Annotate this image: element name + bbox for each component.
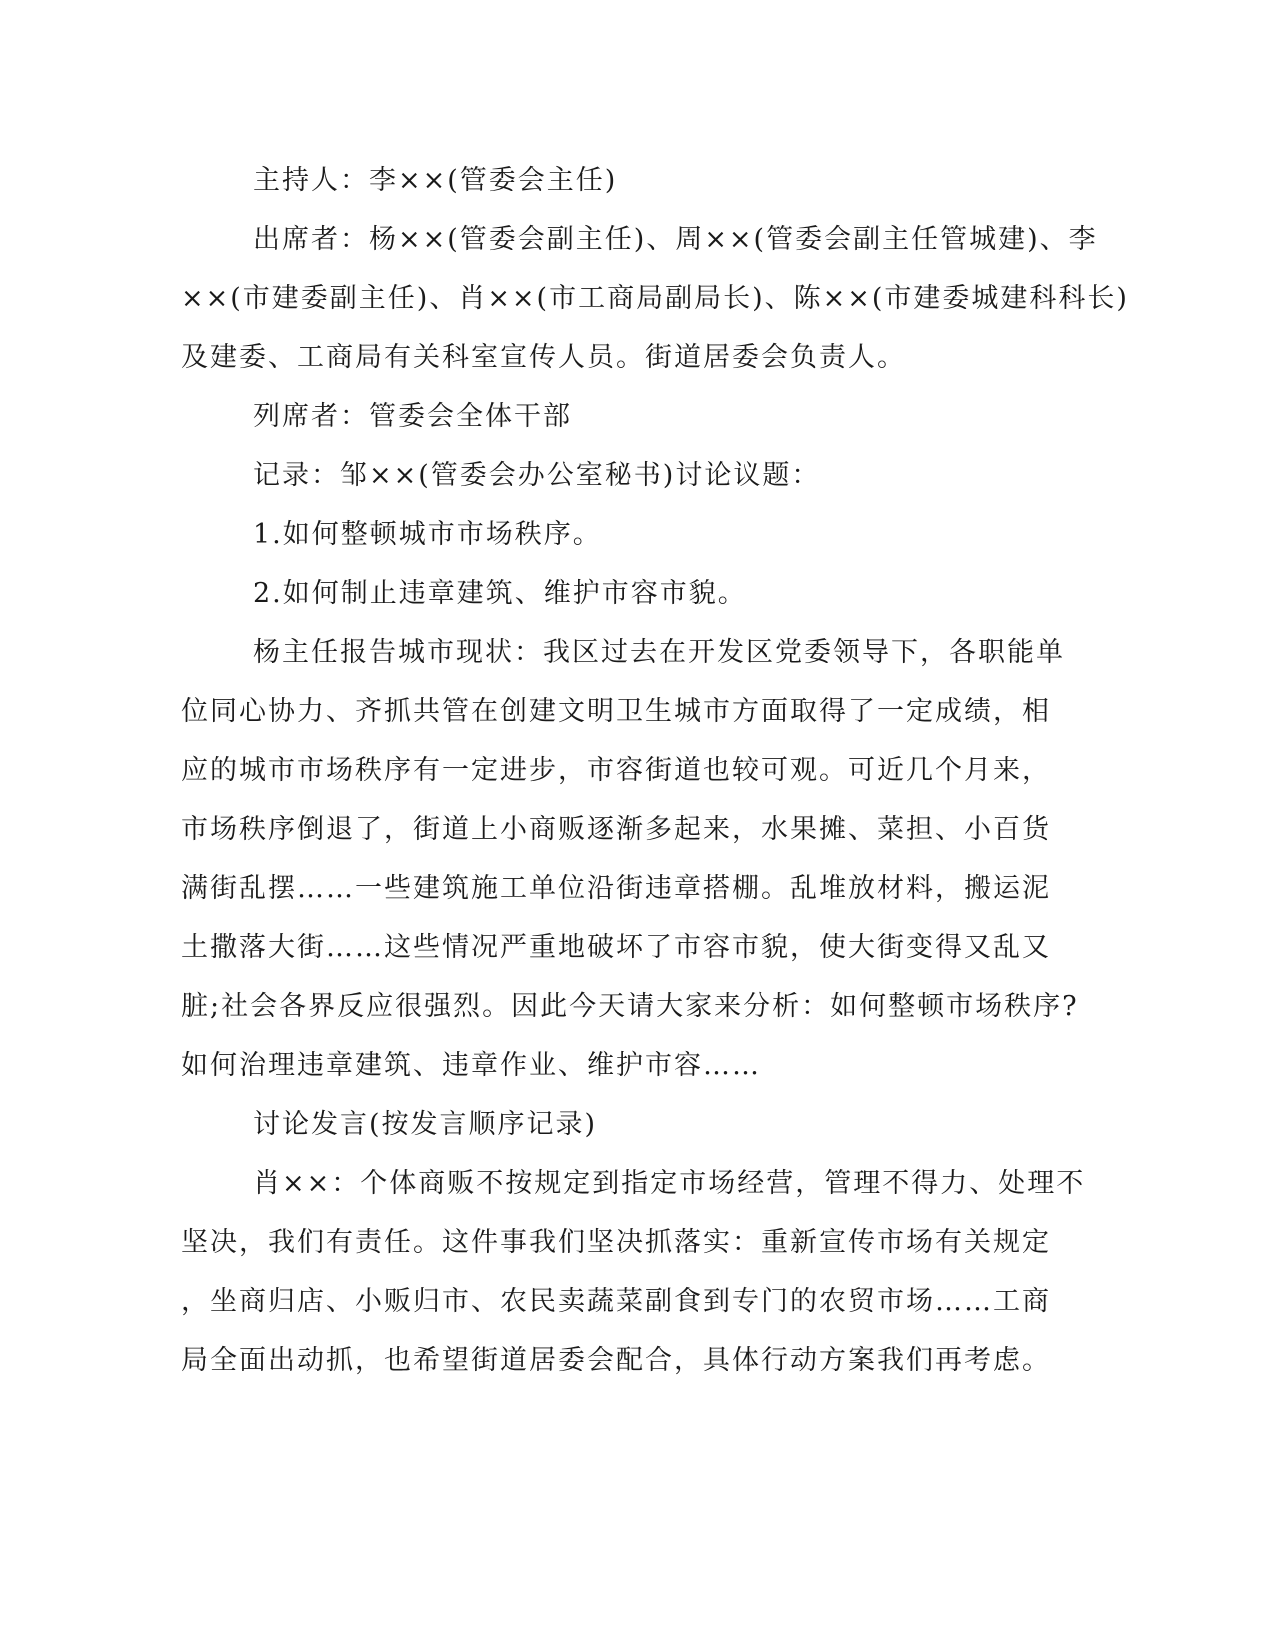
report-line-3: 应的城市市场秩序有一定进步，市容街道也较可观。可近几个月来， xyxy=(181,755,1051,786)
observers-line: 列席者：管委会全体干部 xyxy=(253,401,572,432)
report-line-6: 土撒落大街……这些情况严重地破坏了市容市貌，使大街变得又乱又 xyxy=(181,932,1051,963)
attendees-line-1: 出席者：杨××(管委会副主任)、周××(管委会副主任管城建)、李 xyxy=(253,224,1098,255)
discussion-heading: 讨论发言(按发言顺序记录) xyxy=(253,1109,598,1140)
report-line-8: 如何治理违章建筑、违章作业、维护市容…… xyxy=(181,1050,761,1081)
report-line-4: 市场秩序倒退了，街道上小商贩逐渐多起来，水果摊、菜担、小百货 xyxy=(181,814,1051,845)
statement-line-3: ，坐商归店、小贩归市、农民卖蔬菜副食到专门的农贸市场……工商 xyxy=(181,1286,1051,1317)
topic-2-line: 2.如何制止违章建筑、维护市容市貌。 xyxy=(253,578,747,609)
recorder-line: 记录：邹××(管委会办公室秘书)讨论议题： xyxy=(253,460,821,491)
report-line-5: 满街乱摆……一些建筑施工单位沿街违章搭棚。乱堆放材料，搬运泥 xyxy=(181,873,1051,904)
statement-line-2: 坚决，我们有责任。这件事我们坚决抓落实：重新宣传市场有关规定 xyxy=(181,1227,1051,1258)
host-line: 主持人：李××(管委会主任) xyxy=(253,165,618,196)
report-line-1: 杨主任报告城市现状：我区过去在开发区党委领导下，各职能单 xyxy=(253,637,1065,668)
statement-line-4: 局全面出动抓，也希望街道居委会配合，具体行动方案我们再考虑。 xyxy=(181,1345,1051,1376)
attendees-line-3: 及建委、工商局有关科室宣传人员。街道居委会负责人。 xyxy=(181,342,906,373)
topic-1-line: 1.如何整顿城市市场秩序。 xyxy=(253,519,602,550)
statement-line-1: 肖××：个体商贩不按规定到指定市场经营，管理不得力、处理不 xyxy=(253,1168,1086,1199)
report-line-2: 位同心协力、齐抓共管在创建文明卫生城市方面取得了一定成绩，相 xyxy=(181,696,1051,727)
attendees-line-2: ××(市建委副主任)、肖××(市工商局副局长)、陈××(市建委城建科科长) xyxy=(181,283,1129,314)
report-line-7: 脏;社会各界反应很强烈。因此今天请大家来分析：如何整顿市场秩序? xyxy=(181,991,1079,1022)
